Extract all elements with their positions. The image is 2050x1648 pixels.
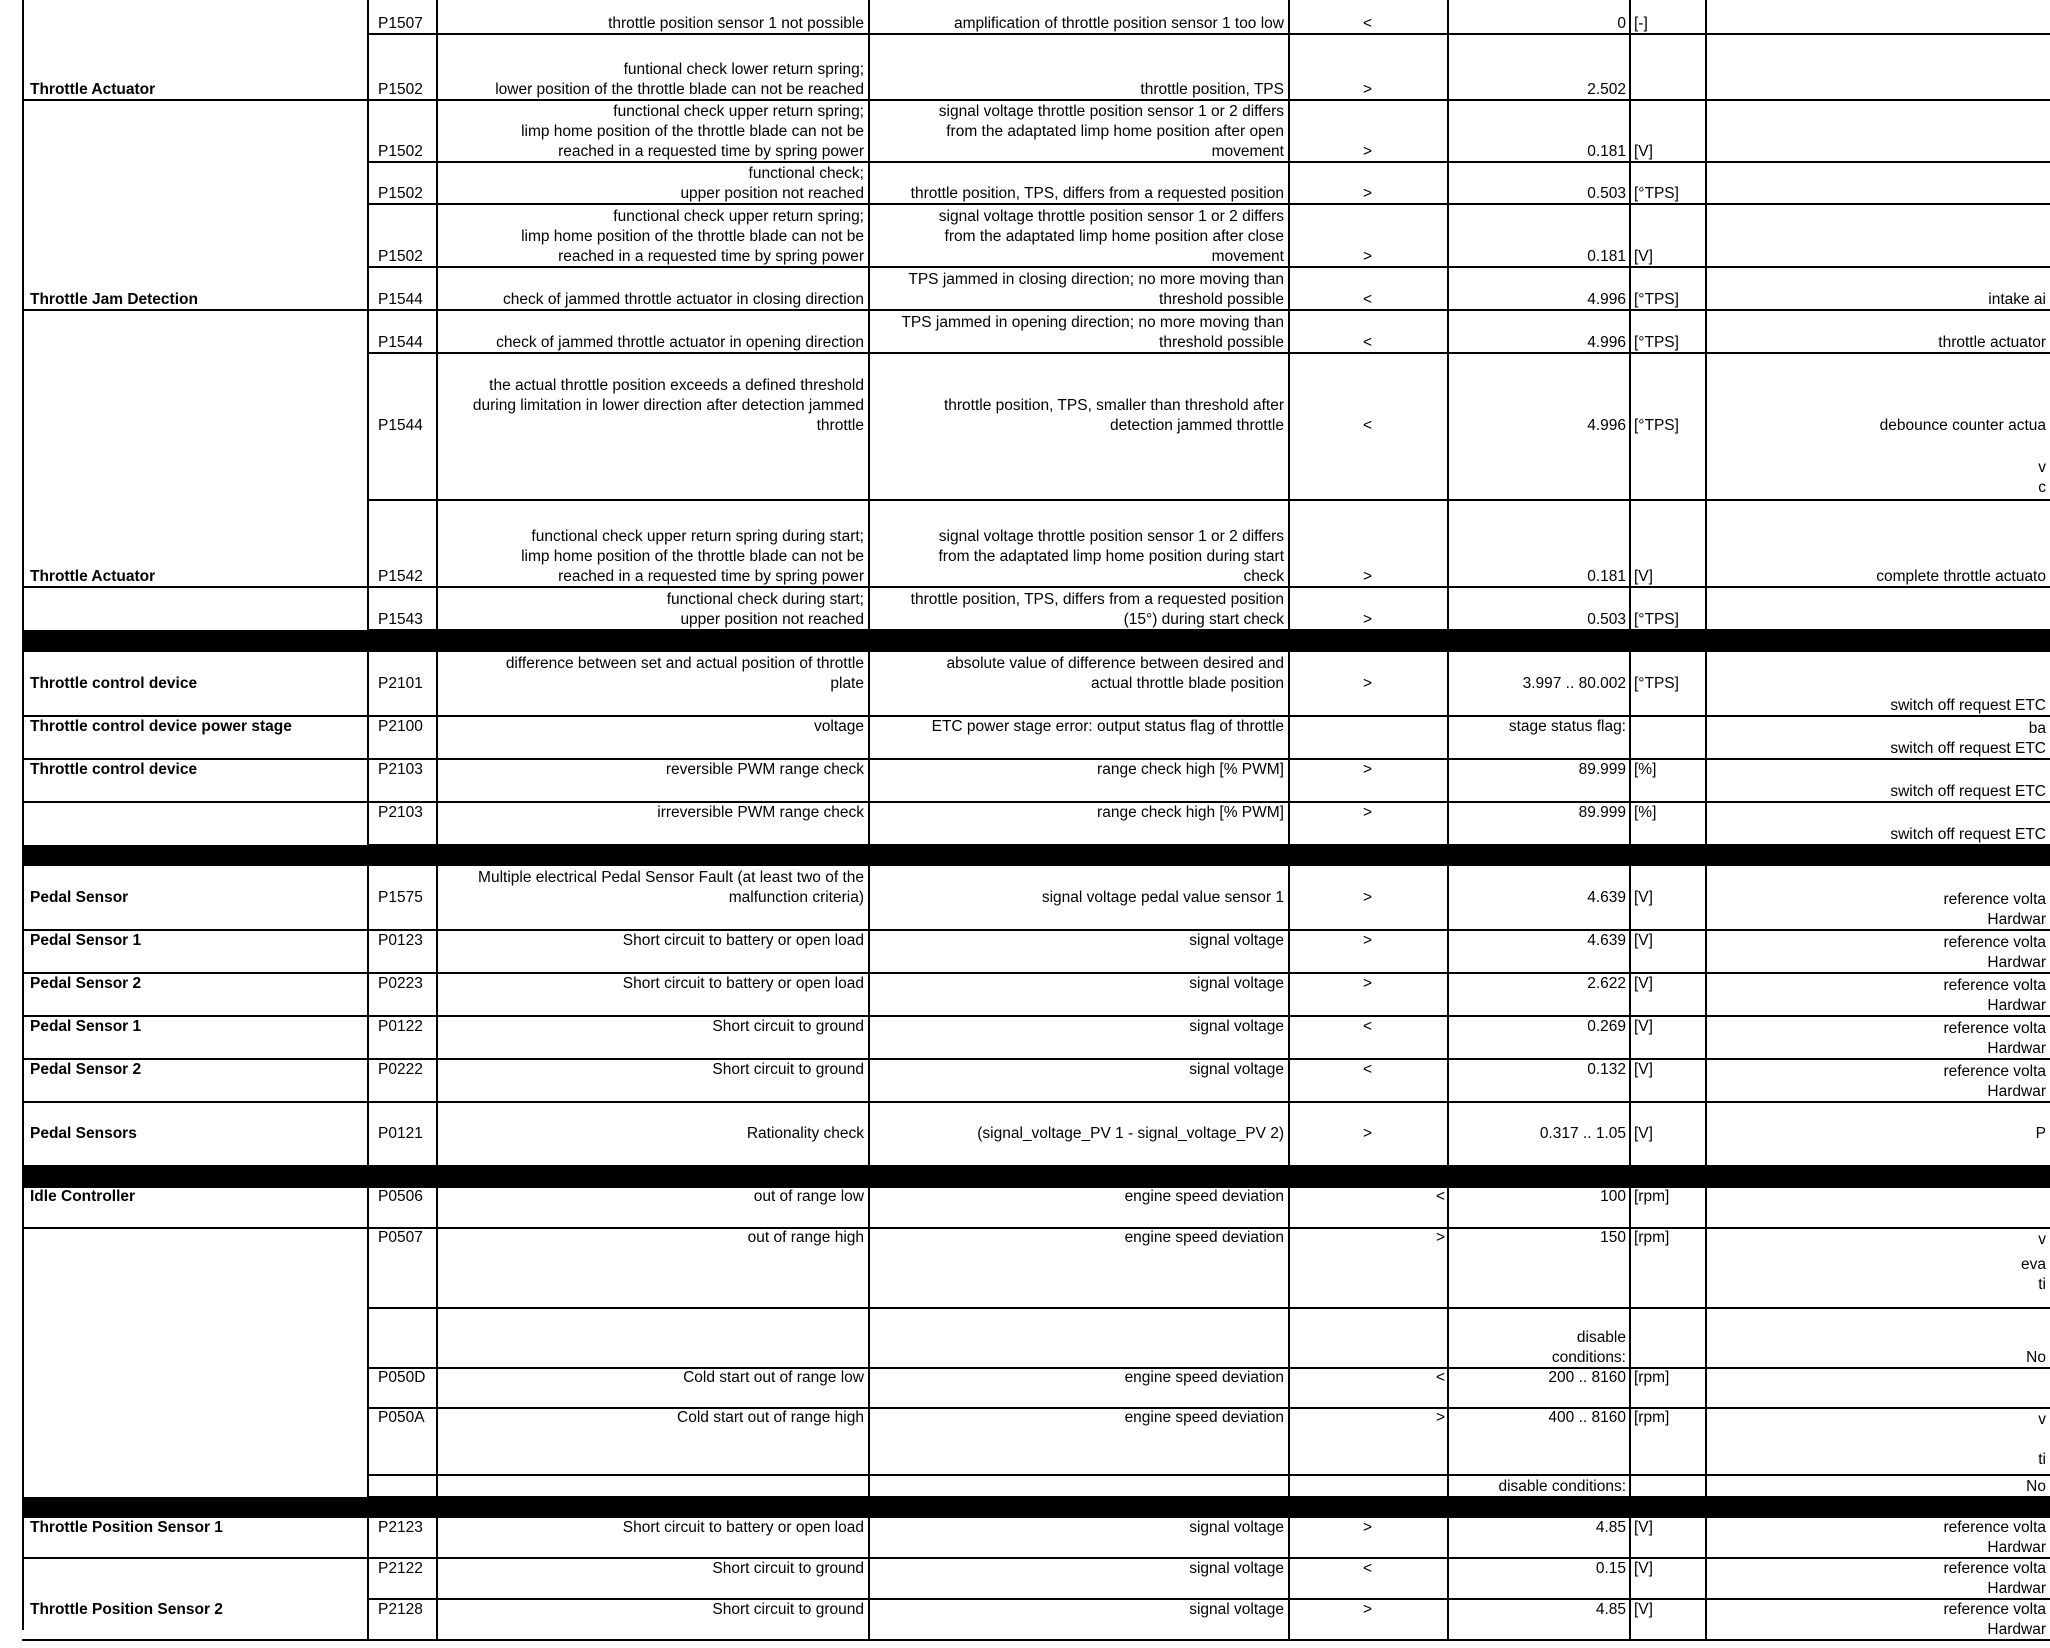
component-name: Pedal Sensor 2 <box>30 975 142 992</box>
threshold-value: 89.999 <box>1578 804 1626 821</box>
component-name <box>26 1228 368 1248</box>
threshold-operator: > <box>1362 675 1373 692</box>
threshold-value: 4.996 <box>1587 334 1626 351</box>
malfunction-criteria: signal voltage throttle position sensor 1 or 2 differs from the adaptated limp home position after open movement <box>938 103 1284 160</box>
threshold-operator: < <box>1435 1369 1445 1386</box>
threshold-unit: [V] <box>1634 1018 1653 1035</box>
section-divider <box>22 845 2050 866</box>
component-name: Pedal Sensor <box>30 889 129 906</box>
threshold-unit: [V] <box>1634 1560 1653 1577</box>
fault-code: P1502 <box>378 143 423 160</box>
component-name: Pedal Sensor 1 <box>30 932 142 949</box>
threshold-unit: [°TPS] <box>1634 611 1679 628</box>
secondary-parameter: reference volta Hardwar <box>1943 891 2046 928</box>
secondary-parameter: ba switch off request ETC <box>1890 720 2046 757</box>
threshold-value: 0.181 <box>1587 568 1626 585</box>
component-name <box>26 587 368 630</box>
component-name <box>26 204 368 267</box>
threshold-operator: < <box>1435 1188 1445 1205</box>
malfunction-criteria: signal voltage <box>1189 1601 1284 1618</box>
threshold-operator <box>1288 1308 1447 1368</box>
threshold-unit <box>1630 34 1705 100</box>
fault-code <box>374 1308 436 1368</box>
malfunction-criteria: (signal_voltage_PV 1 - signal_voltage_PV 2) <box>977 1125 1284 1142</box>
threshold-value: 4.85 <box>1595 1601 1626 1618</box>
fault-code: P0222 <box>378 1061 423 1078</box>
threshold-value: 400 .. 8160 <box>1548 1409 1626 1426</box>
threshold-unit: [V] <box>1634 1125 1653 1142</box>
threshold-operator: > <box>1362 248 1373 265</box>
secondary-parameter <box>1705 204 2050 267</box>
secondary-parameter: complete throttle actuato <box>1876 568 2046 585</box>
fault-code: P2122 <box>378 1560 423 1577</box>
malfunction-criteria: range check high [% PWM] <box>1097 761 1284 778</box>
malfunction-criteria: signal voltage <box>1189 932 1284 949</box>
fault-code: P1502 <box>378 185 423 202</box>
fault-code: P1542 <box>378 568 423 585</box>
component-name <box>26 1408 368 1428</box>
monitor-strategy: Short circuit to battery or open load <box>622 1519 864 1536</box>
component-name: Pedal Sensor 1 <box>30 1018 142 1035</box>
threshold-unit: [%] <box>1634 761 1657 778</box>
secondary-parameter: reference volta Hardwar <box>1943 1560 2046 1597</box>
malfunction-criteria: signal voltage throttle position sensor 1 or 2 differs from the adaptated limp home position after close movement <box>938 208 1284 265</box>
secondary-parameter: No <box>2026 1478 2046 1495</box>
section-divider <box>22 1497 2050 1518</box>
malfunction-criteria: engine speed deviation <box>1124 1188 1284 1205</box>
threshold-unit: [°TPS] <box>1634 334 1679 351</box>
threshold-unit <box>1630 1308 1705 1368</box>
threshold-value: 2.622 <box>1587 975 1626 992</box>
fault-code: P1543 <box>378 611 423 628</box>
threshold-unit: [°TPS] <box>1634 291 1679 308</box>
threshold-operator: > <box>1362 1125 1373 1142</box>
component-name: Pedal Sensors <box>30 1125 137 1142</box>
secondary-parameter-fragment: v <box>2038 1231 2046 1248</box>
threshold-operator: > <box>1362 1601 1373 1618</box>
component-name <box>26 162 368 204</box>
threshold-value: 200 .. 8160 <box>1548 1369 1626 1386</box>
threshold-value: 0.269 <box>1587 1018 1626 1035</box>
monitor-strategy: the actual throttle position exceeds a defined threshold during limitation in lower direction after detection jammed throttle <box>472 377 864 434</box>
component-name <box>26 1308 368 1368</box>
secondary-parameter: reference volta Hardwar <box>1943 1601 2046 1638</box>
monitor-strategy: irreversible PWM range check <box>657 804 864 821</box>
secondary-parameter: reference volta Hardwar <box>1943 977 2046 1014</box>
secondary-parameter <box>1705 162 2050 204</box>
threshold-operator: > <box>1362 568 1373 585</box>
component-name <box>26 802 368 823</box>
threshold-operator <box>1288 716 1447 737</box>
threshold-unit: [V] <box>1634 889 1653 906</box>
malfunction-criteria: throttle position, TPS, differs from a requested position <box>910 185 1284 202</box>
fault-code: P1544 <box>378 291 423 308</box>
malfunction-criteria: range check high [% PWM] <box>1097 804 1284 821</box>
malfunction-criteria <box>868 1475 1288 1497</box>
secondary-parameter <box>1705 1188 2050 1207</box>
threshold-unit: [V] <box>1634 1601 1653 1618</box>
threshold-unit <box>1630 1475 1705 1497</box>
threshold-operator <box>1288 1475 1447 1497</box>
threshold-value: 2.502 <box>1587 81 1626 98</box>
component-name: Throttle Actuator <box>30 568 156 585</box>
threshold-value: 0.181 <box>1587 143 1626 160</box>
component-name: Throttle Position Sensor 1 <box>30 1519 223 1536</box>
threshold-value: 4.85 <box>1595 1519 1626 1536</box>
component-name <box>26 353 368 436</box>
monitor-strategy: check of jammed throttle actuator in opening direction <box>496 334 864 351</box>
threshold-operator: < <box>1362 1061 1373 1078</box>
threshold-operator: > <box>1362 1519 1373 1536</box>
component-name: Throttle Position Sensor 2 <box>30 1601 223 1618</box>
malfunction-criteria: amplification of throttle position sensor 1 too low <box>954 15 1284 32</box>
secondary-parameter: P <box>2035 1125 2046 1142</box>
monitor-strategy: check of jammed throttle actuator in closing direction <box>503 291 864 308</box>
secondary-parameter-continued: v c <box>2038 459 2046 496</box>
threshold-unit: [V] <box>1634 1519 1653 1536</box>
fault-code: P0223 <box>378 975 423 992</box>
monitor-strategy: voltage <box>814 718 864 735</box>
fault-code: P050D <box>378 1369 426 1386</box>
malfunction-criteria: engine speed deviation <box>1124 1229 1284 1246</box>
threshold-unit <box>1630 716 1705 737</box>
malfunction-criteria: signal voltage <box>1189 975 1284 992</box>
secondary-parameter: reference volta Hardwar <box>1943 1519 2046 1556</box>
malfunction-criteria: engine speed deviation <box>1124 1409 1284 1426</box>
fault-code: P0506 <box>378 1188 423 1205</box>
fault-code: P050A <box>378 1409 425 1426</box>
monitor-strategy: Short circuit to ground <box>712 1018 864 1035</box>
monitor-strategy: functional check upper return spring; limp home position of the throttle blade can not be reached in a requested time by spring power <box>521 208 864 265</box>
threshold-value: 0 <box>1617 15 1626 32</box>
monitor-strategy: Multiple electrical Pedal Sensor Fault (at least two of the malfunction criteria) <box>478 869 864 906</box>
fault-code: P1502 <box>378 81 423 98</box>
section-divider <box>22 1166 2050 1188</box>
fault-code: P0121 <box>378 1125 423 1142</box>
threshold-value: 0.503 <box>1587 185 1626 202</box>
malfunction-criteria: signal voltage throttle position sensor 1 or 2 differs from the adaptated limp home position during start check <box>938 528 1284 585</box>
threshold-value: 3.997 .. 80.002 <box>1522 675 1626 692</box>
threshold-operator: < <box>1362 15 1373 32</box>
threshold-unit: [V] <box>1634 143 1653 160</box>
threshold-operator: > <box>1362 611 1373 628</box>
fault-code: P2128 <box>378 1601 423 1618</box>
monitor-strategy: difference between set and actual position of throttle plate <box>505 655 864 692</box>
secondary-parameter: switch off request ETC <box>1890 697 2046 714</box>
threshold-value: stage status flag: <box>1508 718 1626 735</box>
monitor-strategy: Short circuit to ground <box>712 1560 864 1577</box>
threshold-unit: [V] <box>1634 568 1653 585</box>
secondary-parameter: reference volta Hardwar <box>1943 1063 2046 1100</box>
threshold-value: 0.503 <box>1587 611 1626 628</box>
monitor-strategy: Short circuit to ground <box>712 1061 864 1078</box>
threshold-operator: > <box>1362 932 1373 949</box>
component-name <box>26 0 368 34</box>
fault-code: P2100 <box>378 718 423 735</box>
secondary-parameter: switch off request ETC <box>1890 826 2046 843</box>
malfunction-criteria: TPS jammed in opening direction; no more moving than threshold possible <box>901 314 1284 351</box>
threshold-value: 150 <box>1600 1229 1626 1246</box>
threshold-unit: [V] <box>1634 975 1653 992</box>
secondary-parameter: switch off request ETC <box>1890 783 2046 800</box>
monitor-strategy: Cold start out of range low <box>683 1369 864 1386</box>
secondary-parameter-fragment: eva <box>2021 1256 2046 1273</box>
threshold-operator: > <box>1362 889 1373 906</box>
component-name <box>26 310 368 353</box>
malfunction-criteria: signal voltage pedal value sensor 1 <box>1041 889 1284 906</box>
monitor-strategy: Short circuit to ground <box>712 1601 864 1618</box>
malfunction-criteria: engine speed deviation <box>1124 1369 1284 1386</box>
threshold-operator: < <box>1362 291 1373 308</box>
component-name <box>26 100 368 162</box>
monitor-strategy: Cold start out of range high <box>677 1409 864 1426</box>
monitor-strategy: functional check during start; upper position not reached <box>666 591 864 628</box>
secondary-parameter: reference volta Hardwar <box>1943 1020 2046 1057</box>
monitor-strategy: Short circuit to battery or open load <box>622 932 864 949</box>
component-name <box>26 1368 368 1388</box>
threshold-unit: [%] <box>1634 804 1657 821</box>
section-divider <box>22 630 2050 652</box>
threshold-value: 4.996 <box>1587 291 1626 308</box>
component-name: Throttle Actuator <box>30 81 156 98</box>
threshold-operator: > <box>1362 143 1373 160</box>
threshold-value: 89.999 <box>1578 761 1626 778</box>
component-name <box>26 1475 368 1497</box>
monitor-strategy <box>444 1475 868 1497</box>
malfunction-criteria: throttle position, TPS <box>1140 81 1284 98</box>
monitor-strategy: functional check upper return spring; limp home position of the throttle blade can not be reached in a requested time by spring power <box>521 103 864 160</box>
secondary-parameter-fragment: ti <box>2038 1451 2046 1468</box>
threshold-value: 0.15 <box>1595 1560 1626 1577</box>
threshold-operator: > <box>1362 81 1373 98</box>
monitor-strategy: out of range high <box>747 1229 864 1246</box>
threshold-operator: < <box>1362 1560 1373 1577</box>
secondary-parameter-fragment: v <box>2038 1411 2046 1428</box>
column-rule <box>22 0 24 1630</box>
secondary-parameter <box>1705 34 2050 100</box>
threshold-operator: < <box>1362 417 1373 434</box>
malfunction-criteria: signal voltage <box>1189 1519 1284 1536</box>
threshold-value: disable conditions: <box>1498 1478 1626 1495</box>
monitor-strategy: reversible PWM range check <box>665 761 864 778</box>
monitor-strategy: Short circuit to battery or open load <box>622 975 864 992</box>
threshold-operator: < <box>1362 1018 1373 1035</box>
threshold-value: 0.181 <box>1587 248 1626 265</box>
threshold-unit: [V] <box>1634 248 1653 265</box>
malfunction-criteria: signal voltage <box>1189 1018 1284 1035</box>
threshold-unit: [-] <box>1634 15 1648 32</box>
component-name: Throttle control device <box>30 675 198 692</box>
fault-code <box>374 1475 436 1497</box>
fault-code: P2123 <box>378 1519 423 1536</box>
column-rule <box>436 0 438 1640</box>
component-name: Throttle control device power stage <box>30 718 292 735</box>
threshold-operator: > <box>1362 761 1373 778</box>
component-name: Throttle Jam Detection <box>30 291 198 308</box>
threshold-operator: > <box>1435 1229 1445 1246</box>
threshold-unit: [rpm] <box>1634 1369 1670 1386</box>
threshold-operator: > <box>1362 975 1373 992</box>
malfunction-criteria: signal voltage <box>1189 1560 1284 1577</box>
threshold-operator: < <box>1362 334 1373 351</box>
threshold-value: 4.996 <box>1587 417 1626 434</box>
component-name <box>26 1558 368 1579</box>
row-rule <box>22 1165 2050 1167</box>
threshold-unit: [rpm] <box>1634 1229 1670 1246</box>
malfunction-criteria: ETC power stage error: output status flag of throttle <box>931 718 1284 735</box>
malfunction-criteria: throttle position, TPS, differs from a requested position (15°) during start check <box>910 591 1284 628</box>
threshold-value: disable conditions: <box>1551 1329 1626 1366</box>
secondary-parameter <box>1705 0 2050 34</box>
secondary-parameter: throttle actuator <box>1938 334 2046 351</box>
monitor-strategy: out of range low <box>753 1188 864 1205</box>
fault-code: P0123 <box>378 932 423 949</box>
secondary-parameter <box>1705 587 2050 630</box>
threshold-value: 4.639 <box>1587 932 1626 949</box>
threshold-unit: [V] <box>1634 1061 1653 1078</box>
fault-code: P1575 <box>378 889 423 906</box>
threshold-value: 0.317 .. 1.05 <box>1539 1125 1626 1142</box>
threshold-operator: > <box>1435 1409 1445 1426</box>
fault-code: P1544 <box>378 417 423 434</box>
threshold-unit: [°TPS] <box>1634 675 1679 692</box>
secondary-parameter <box>1705 100 2050 162</box>
threshold-operator: > <box>1362 804 1373 821</box>
secondary-parameter-fragment <box>1705 1368 2050 1390</box>
fault-code: P0507 <box>378 1229 423 1246</box>
threshold-unit: [rpm] <box>1634 1409 1670 1426</box>
secondary-parameter: No <box>2026 1349 2046 1366</box>
monitor-strategy: functional check; upper position not reached <box>680 165 864 202</box>
component-name: Idle Controller <box>30 1188 136 1205</box>
fault-code: P2103 <box>378 804 423 821</box>
monitor-strategy <box>444 1308 868 1368</box>
component-name: Pedal Sensor 2 <box>30 1061 142 1078</box>
secondary-parameter: reference volta Hardwar <box>1943 934 2046 971</box>
malfunction-criteria: absolute value of difference between desired and actual throttle blade position <box>946 655 1284 692</box>
malfunction-criteria: TPS jammed in closing direction; no more moving than threshold possible <box>908 271 1284 308</box>
threshold-value: 0.132 <box>1587 1061 1626 1078</box>
threshold-value: 100 <box>1600 1188 1626 1205</box>
threshold-value: 4.639 <box>1587 889 1626 906</box>
secondary-parameter: debounce counter actua <box>1879 417 2046 434</box>
malfunction-criteria: signal voltage <box>1189 1061 1284 1078</box>
monitor-strategy: Rationality check <box>746 1125 864 1142</box>
fault-code: P1502 <box>378 248 423 265</box>
malfunction-criteria <box>868 1308 1288 1368</box>
component-name: Throttle control device <box>30 761 198 778</box>
monitor-strategy: functional check upper return spring during start; limp home position of the throttle blade can not be reached in a requested time by spring power <box>521 528 864 585</box>
monitor-strategy: throttle position sensor 1 not possible <box>608 15 864 32</box>
fault-code: P1507 <box>378 15 423 32</box>
malfunction-criteria: throttle position, TPS, smaller than threshold after detection jammed throttle <box>943 397 1284 434</box>
fault-code: P0122 <box>378 1018 423 1035</box>
threshold-unit: [°TPS] <box>1634 417 1679 434</box>
secondary-parameter-fragment: ti <box>2038 1276 2046 1293</box>
threshold-operator: > <box>1362 185 1373 202</box>
fault-code: P1544 <box>378 334 423 351</box>
monitor-strategy: funtional check lower return spring; lower position of the throttle blade can not be reached <box>495 61 864 98</box>
threshold-unit: [rpm] <box>1634 1188 1670 1205</box>
fault-code: P2101 <box>378 675 423 692</box>
secondary-parameter: intake ai <box>1988 291 2046 308</box>
threshold-unit: [°TPS] <box>1634 185 1679 202</box>
fault-code: P2103 <box>378 761 423 778</box>
threshold-unit: [V] <box>1634 932 1653 949</box>
